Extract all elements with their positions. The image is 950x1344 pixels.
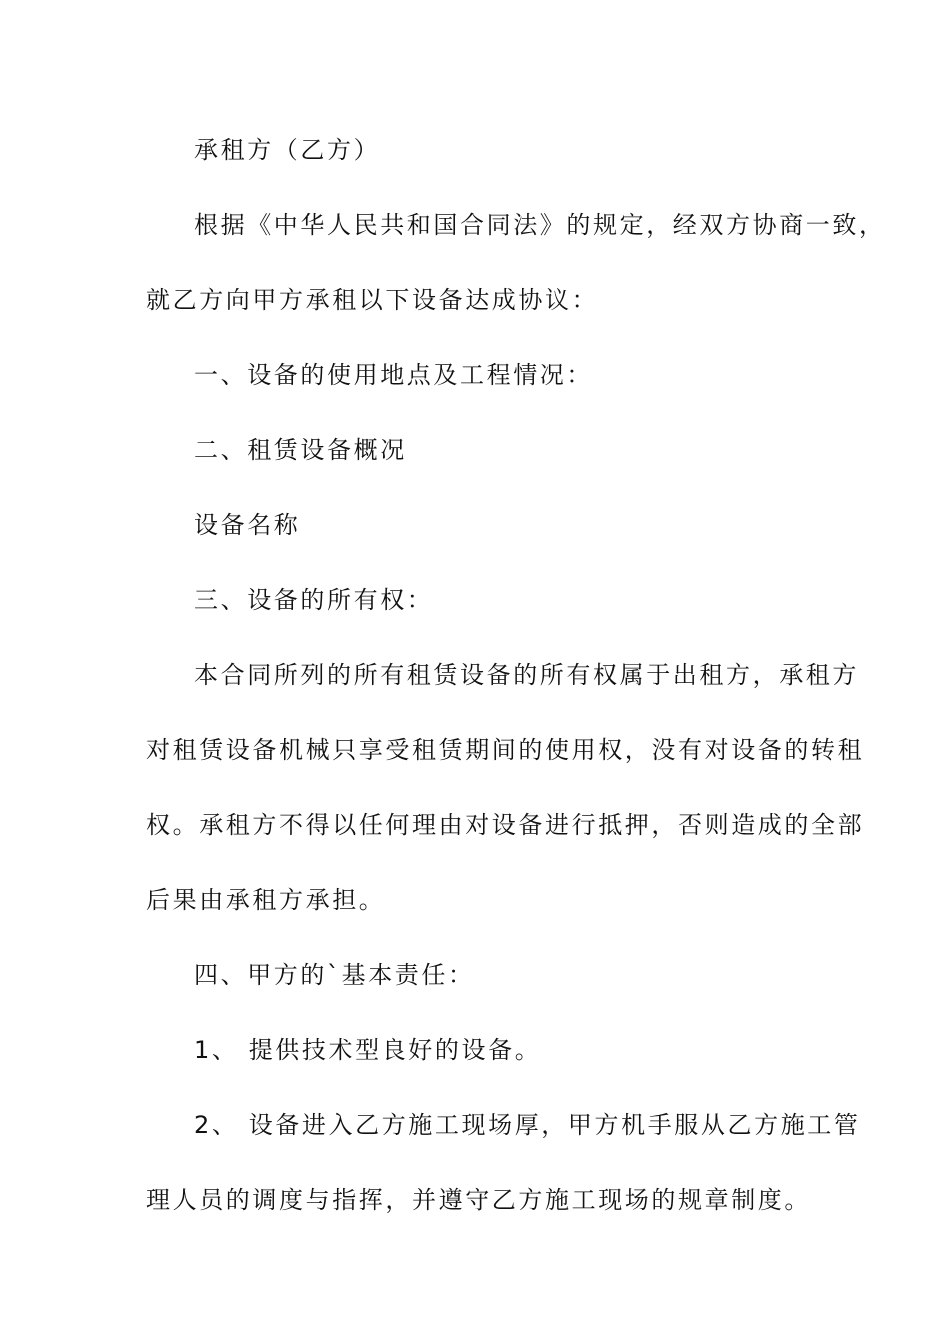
section-4-heading: 四、甲方的`基本责任： [194, 961, 475, 989]
preamble-line-1: 根据《中华人民共和国合同法》的规定，经双方协商一致， [194, 211, 886, 239]
ownership-line-3: 权。承租方不得以任何理由对设备进行抵押，否则造成的全部 [146, 811, 865, 839]
ownership-line-2: 对租赁设备机械只享受租赁期间的使用权，没有对设备的转租 [146, 736, 865, 764]
ownership-line-1: 本合同所列的所有租赁设备的所有权属于出租方，承租方 [194, 661, 859, 689]
section-3-heading: 三、设备的所有权： [194, 586, 434, 614]
section-1-heading: 一、设备的使用地点及工程情况： [194, 361, 593, 389]
party-b-heading: 承租方（乙方） [194, 136, 381, 164]
section-2-heading: 二、租赁设备概况 [194, 436, 407, 464]
duty-item-1: 1、 提供技术型良好的设备。 [194, 1036, 542, 1064]
equipment-name-label: 设备名称 [194, 511, 301, 539]
preamble-line-2: 就乙方向甲方承租以下设备达成协议： [146, 286, 599, 314]
duty-item-2-line-2: 理人员的调度与指挥，并遵守乙方施工现场的规章制度。 [146, 1186, 811, 1214]
duty-item-2-line-1: 2、 设备进入乙方施工现场厚，甲方机手服从乙方施工管 [194, 1111, 861, 1139]
ownership-line-4: 后果由承租方承担。 [146, 886, 386, 914]
